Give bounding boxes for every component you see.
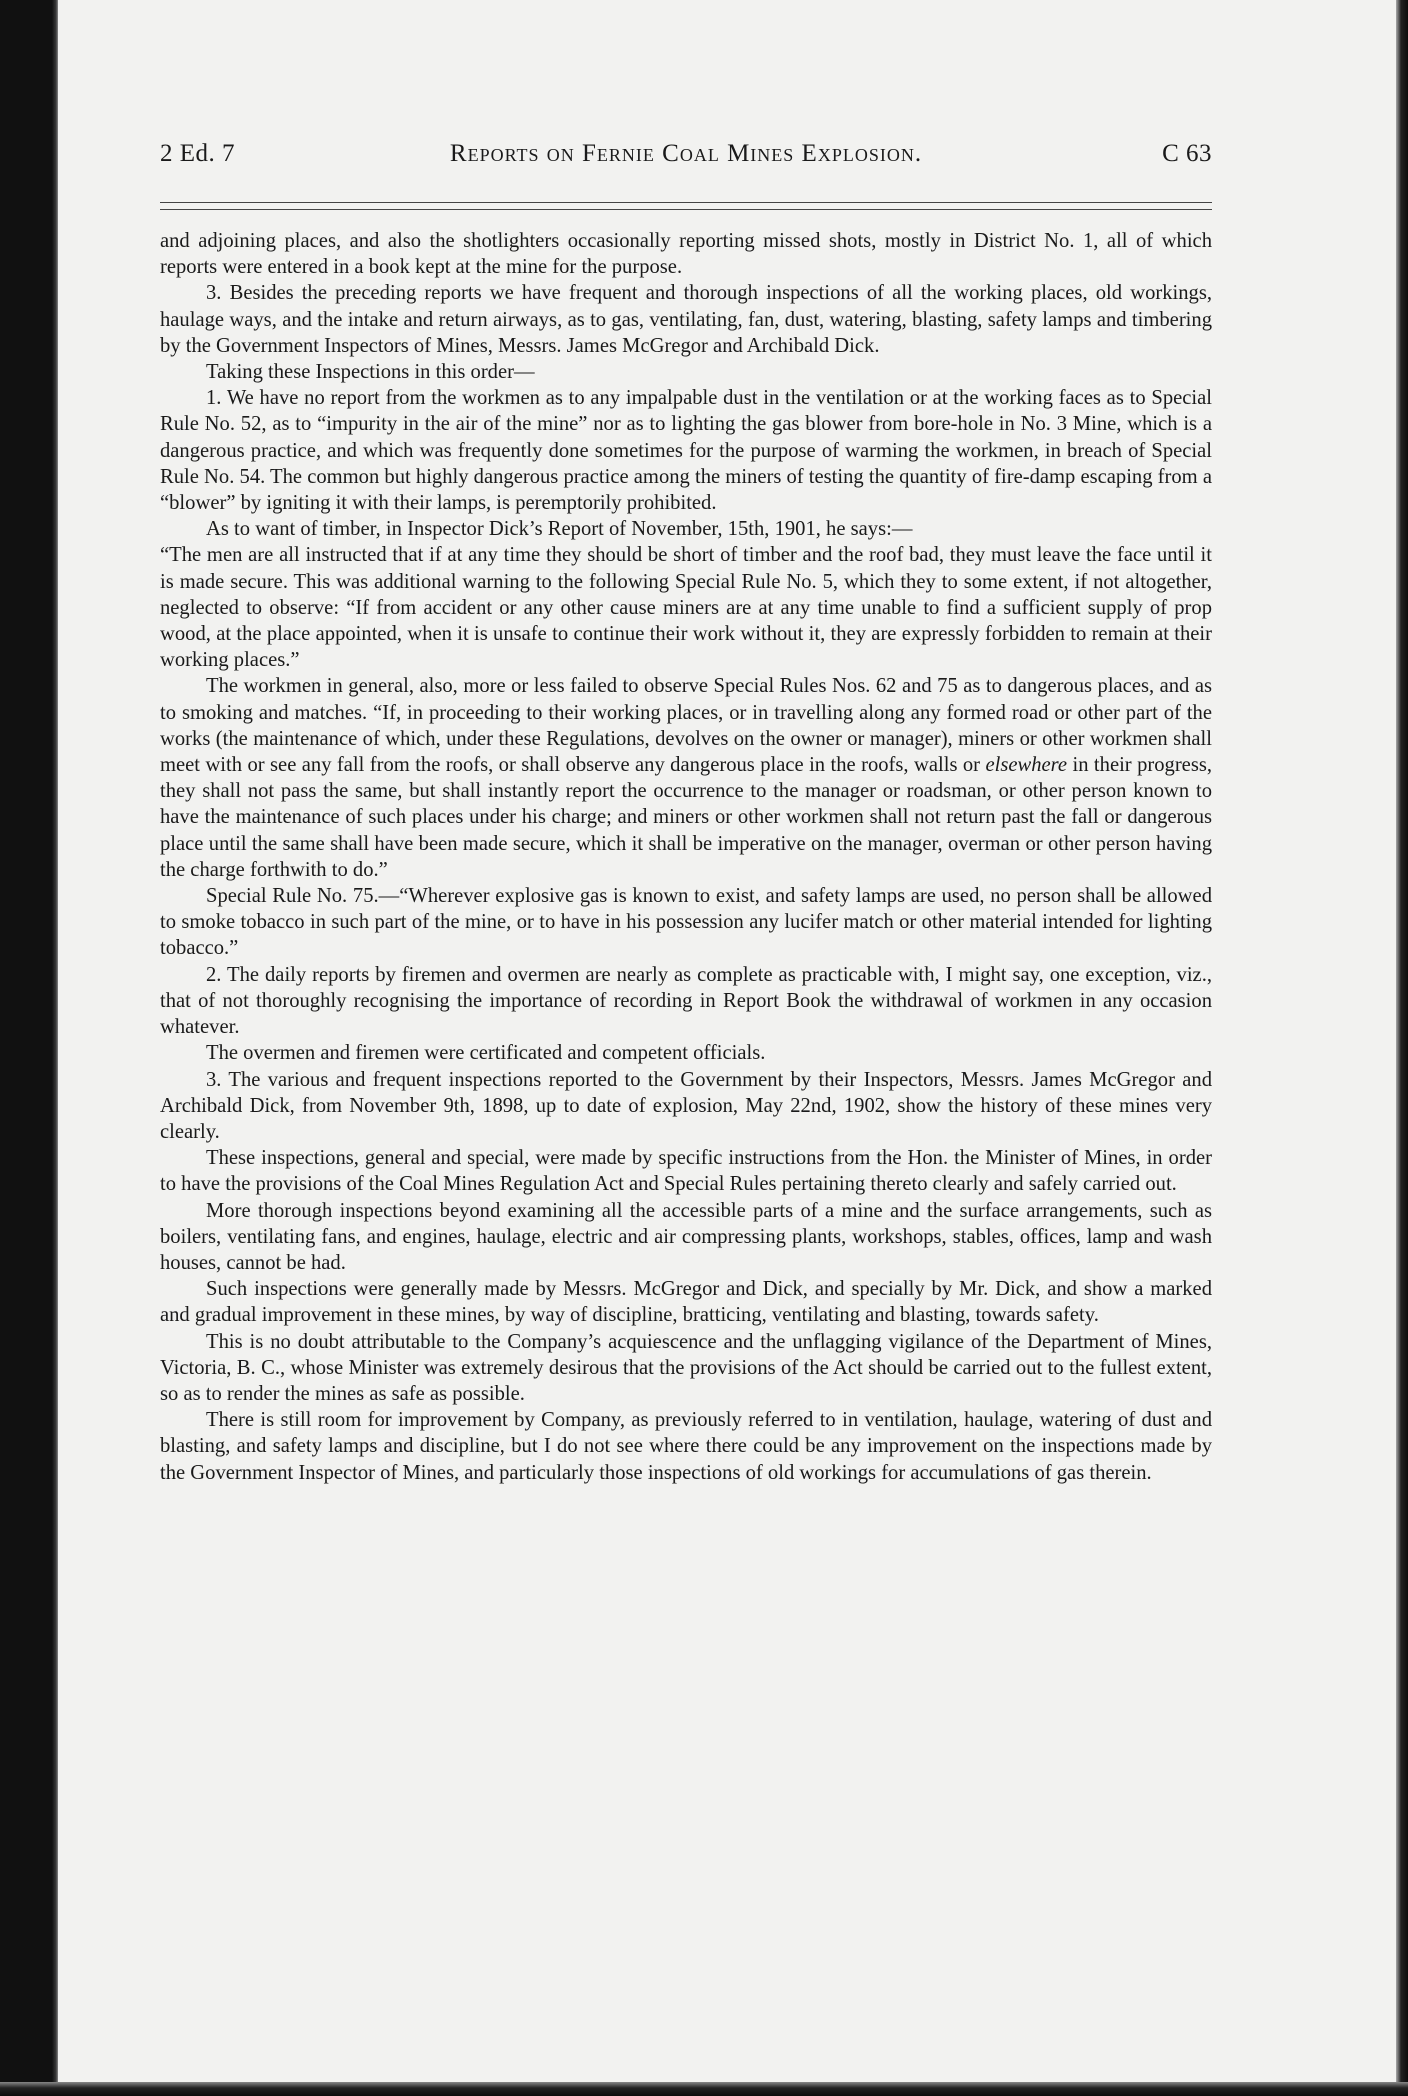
paragraph: 3. Besides the preceding reports we have frequent and thorough inspections of all the working places, old workings, haulage ways, and the intake and return airways, as to gas, ventilating, fan, dust, watering, blasting, safety lamps and timbering by the Government Inspectors of Mines, Messrs. James McGregor and Archibald Dick. (160, 282, 1212, 357)
paragraph (160, 673, 1212, 883)
paragraph: More thorough inspections beyond examining all the accessible parts of a mine and the surface arrangements, such as boilers, ventilating fans, and engines, haulage, electric and air compressing plants, workshops, stables, offices, lamp and wash houses, cannot be had. (160, 1199, 1212, 1274)
binding-shadow (0, 0, 58, 2096)
text-run: The workmen in general, also, more or less failed to observe Special Rules Nos. 62 and 75 as to dangerous places, and as to smoking and matches. “If, in proceeding to their working places, or in travelling along any formed road or other part of the works (the maintenance of which, under these Regulations, devolves on the owner or manager), miners or other workmen shall meet with or see any fall from the roofs, or shall observe any dangerous place in the roofs, walls or (160, 675, 1212, 777)
paragraph: Special Rule No. 75.—“Wherever explosive gas is known to exist, and safety lamps are used, no person shall be allowed to smoke tobacco in such part of the mine, or to have in his possession any lucifer match or other material intended for lighting tobacco.” (160, 885, 1212, 960)
paragraph: Such inspections were generally made by Messrs. McGregor and Dick, and specially by Mr. Dick, and show a marked and gradual improvement in these mines, by way of discipline, bratticing, ventilating and blasting, towards safety. (160, 1278, 1212, 1327)
text-run: in their progress, they shall not pass the same, but shall instantly report the occurrence to the manager or roadsman, or other person known to have the maintenance of such places under his charge; and miners or other workmen shall not return past the fall or dangerous place until the same shall have been made secure, which it shall be imperative on the manager, overman or other person having the charge forthwith to do.” (160, 754, 1213, 881)
paragraph: Taking these Inspections in this order— (206, 361, 535, 384)
italic-word: elsewhere (985, 754, 1068, 777)
paragraph: The overmen and firemen were certificated and competent officials. (206, 1042, 766, 1065)
session-label: 2 Ed. 7 (160, 140, 236, 167)
quote-paragraph: “The men are all instructed that if at any time they should be short of timber and the roof bad, they must leave the face until it is made secure. This was additional warning to the following Special Rule No. 5, which they to some extent, if not altogether, neglected to observe: “If from accident or any other cause miners are at any time unable to find a sufficient supply of prop wood, at the place appointed, when it is unsafe to continue their work without it, they are expressly forbidden to remain at their working places.” (160, 544, 1212, 672)
paragraph: and adjoining places, and also the shotlighters occasionally reporting missed shots, mostly in District No. 1, all of which reports were entered in a book kept at the mine for the purpose. (160, 230, 1212, 279)
paragraph: As to want of timber, in Inspector Dick’s Report of November, 15th, 1901, he says:— (206, 518, 913, 541)
paragraph: This is no doubt attributable to the Company’s acquiescence and the unflagging vigilance of the Department of Mines, Victoria, B. C., whose Minister was extremely desirous that the provisions of the Act should be carried out to the fullest extent, so as to render the mines as safe as possible. (160, 1330, 1212, 1405)
paragraph: 3. The various and frequent inspections reported to the Government by their Inspectors, Messrs. James McGregor and Archibald Dick, from November 9th, 1898, up to date of explosion, May 22nd, 1902, show the history of these mines very clearly. (160, 1068, 1212, 1143)
paragraph: These inspections, general and special, were made by specific instructions from the Hon. the Minister of Mines, in order to have the provisions of the Coal Mines Regulation Act and Special Rules pertaining thereto clearly and safely carried out. (160, 1147, 1212, 1196)
running-head (160, 140, 1212, 184)
right-page-edge (1396, 0, 1408, 2096)
bottom-page-edge (0, 2082, 1408, 2096)
page-content (160, 140, 1212, 1486)
paragraph: 2. The daily reports by firemen and overmen are nearly as complete as practicable with, I might say, one exception, viz., that of not thoroughly recognising the importance of recording in Report Book the withdrawal of workmen in any occasion whatever. (160, 963, 1212, 1039)
running-title: Reports on Fernie Coal Mines Explosion. (449, 140, 923, 167)
body-text (160, 228, 1212, 1486)
page-number: C 63 (1162, 140, 1212, 167)
paragraph: 1. We have no report from the workmen as to any impalpable dust in the ventilation or at the working faces as to Special Rule No. 52, as to “impurity in the air of the mine” nor as to lighting the gas blower from bore-hole in No. 3 Mine, which is a dangerous practice, and which was frequently done sometimes for the purpose of warming the workmen, in breach of Special Rule No. 54. The common but highly dangerous practice among the miners of testing the quantity of fire-damp escaping from a “blower” by igniting it with their lamps, is peremptorily prohibited. (160, 387, 1212, 515)
header-rule (160, 202, 1212, 210)
paragraph: There is still room for improvement by Company, as previously referred to in ventilation, haulage, watering of dust and blasting, and safety lamps and discipline, but I do not see where there could be any improvement on the inspections made by the Government Inspector of Mines, and particularly those inspections of old workings for accumulations of gas therein. (160, 1409, 1212, 1484)
